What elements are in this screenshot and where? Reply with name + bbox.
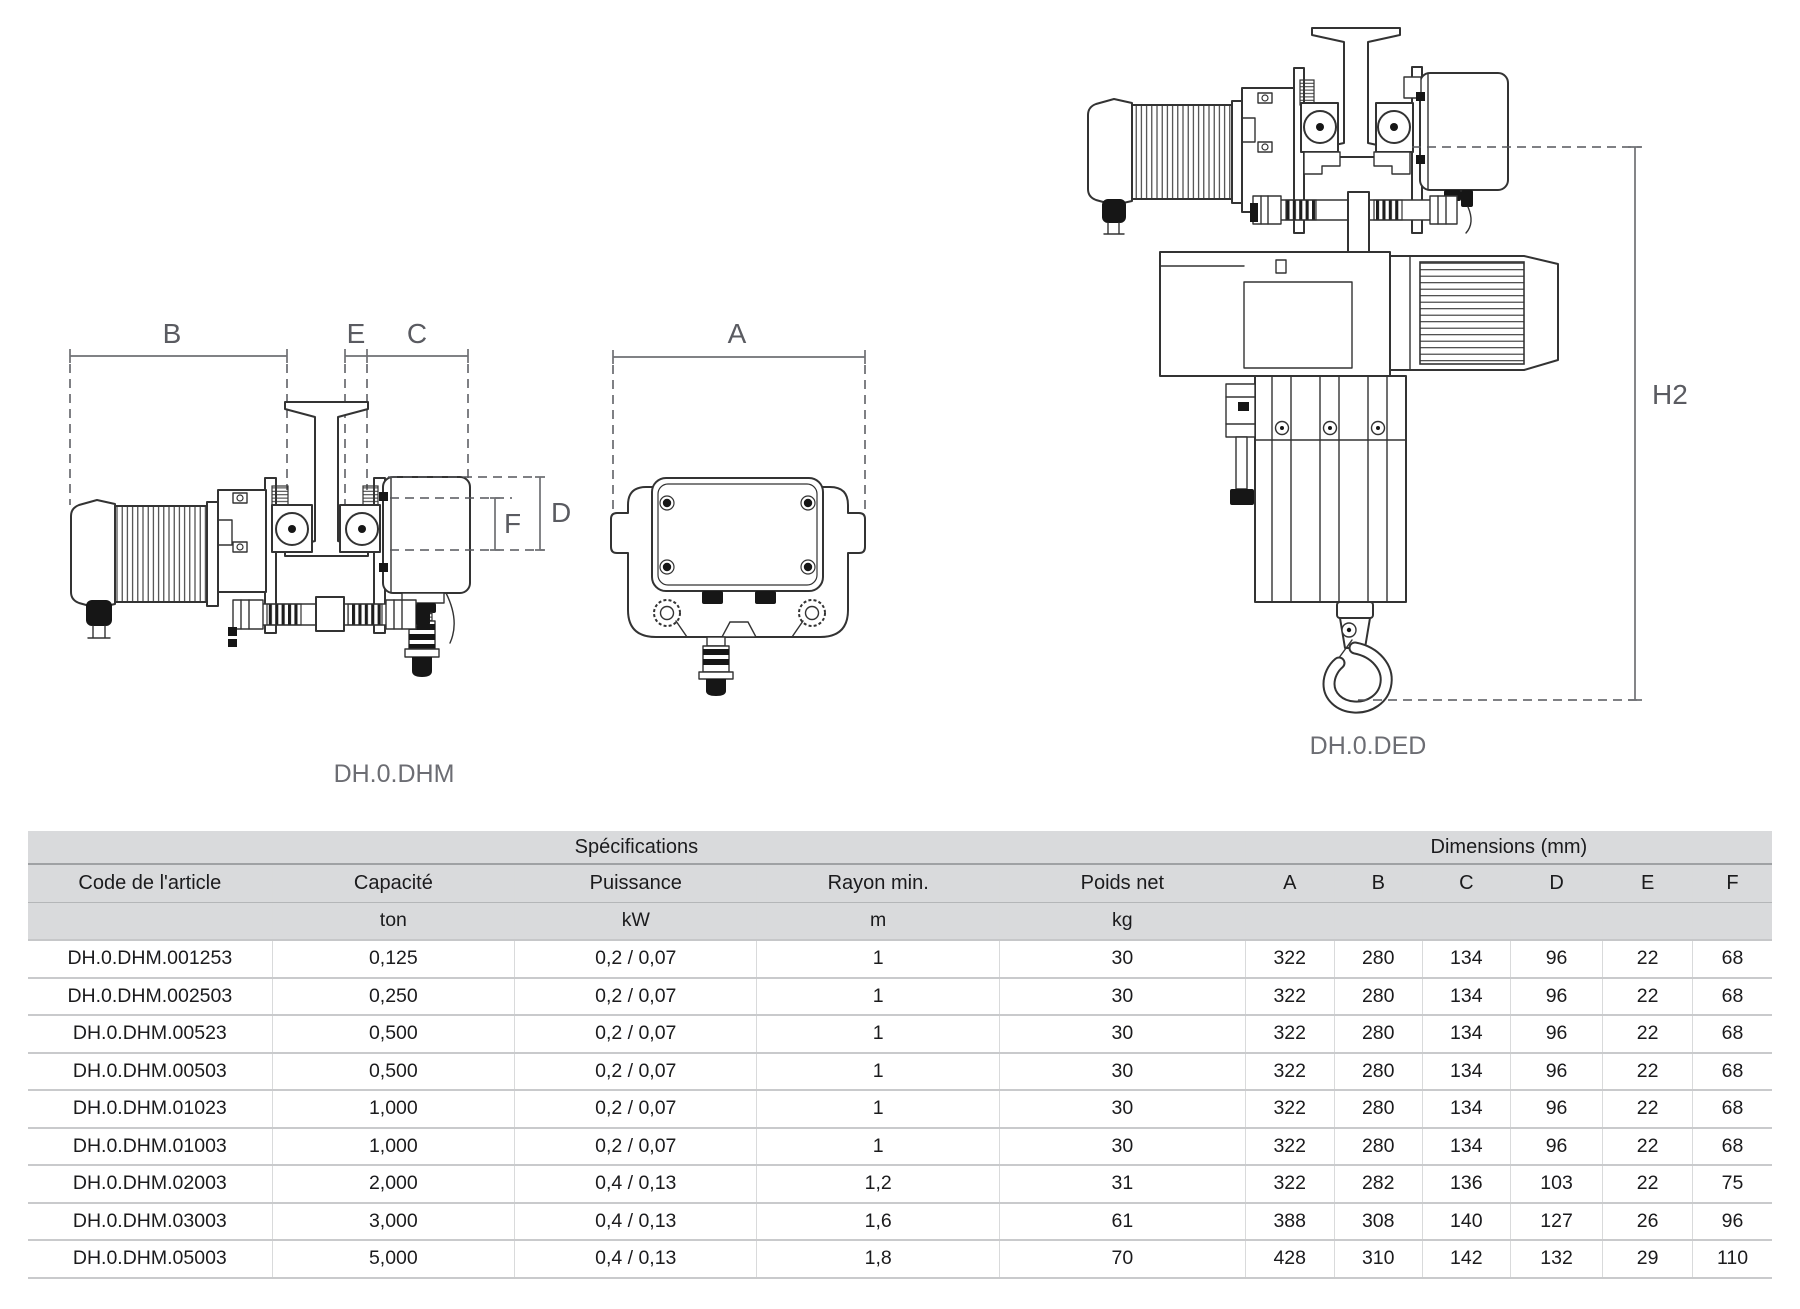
unit-code (28, 902, 272, 940)
cell-code: DH.0.DHM.01003 (28, 1128, 272, 1166)
cell-dim-c: 134 (1422, 1128, 1510, 1166)
col-header-radius: Rayon min. (757, 864, 999, 902)
table-row (28, 1240, 1772, 1278)
group-header-specifications: Spécifications (28, 831, 1245, 864)
cell-capacity: 3,000 (272, 1203, 514, 1241)
ded-hook (1329, 602, 1386, 707)
model-label-dhm: DH.0.DHM (333, 760, 455, 788)
cell-code: DH.0.DHM.00523 (28, 1015, 272, 1053)
ded-gearbox (1242, 88, 1294, 212)
cell-capacity: 0,125 (272, 940, 514, 978)
cell-dim-f: 68 (1693, 1090, 1772, 1128)
cell-power: 0,2 / 0,07 (515, 978, 757, 1016)
group-header-dimensions: Dimensions (mm) (1245, 831, 1772, 864)
cell-power: 0,2 / 0,07 (515, 1053, 757, 1091)
ded-view (1088, 28, 1688, 760)
cell-dim-c: 140 (1422, 1203, 1510, 1241)
unit-power: kW (515, 902, 757, 940)
cell-dim-b: 310 (1334, 1240, 1422, 1278)
units-row (28, 902, 1772, 940)
dhm-side-view (70, 318, 571, 788)
cell-radius: 1 (757, 1090, 999, 1128)
cell-dim-e: 22 (1603, 1090, 1693, 1128)
cell-dim-b: 280 (1334, 1015, 1422, 1053)
table-row (28, 940, 1772, 978)
cell-dim-c: 134 (1422, 940, 1510, 978)
cell-dim-e: 22 (1603, 1128, 1693, 1166)
cell-dim-d: 127 (1510, 1203, 1602, 1241)
cell-weight: 70 (999, 1240, 1245, 1278)
cell-radius: 1 (757, 1128, 999, 1166)
dim-label-f: F (504, 508, 522, 539)
cell-dim-e: 22 (1603, 1053, 1693, 1091)
cell-power: 0,2 / 0,07 (515, 940, 757, 978)
ded-hoist-motor (1390, 256, 1558, 370)
cell-dim-e: 26 (1603, 1203, 1693, 1241)
cell-dim-e: 29 (1603, 1240, 1693, 1278)
cell-dim-b: 282 (1334, 1165, 1422, 1203)
cell-capacity: 1,000 (272, 1090, 514, 1128)
cell-dim-d: 132 (1510, 1240, 1602, 1278)
cell-dim-e: 22 (1603, 940, 1693, 978)
cell-capacity: 0,500 (272, 1053, 514, 1091)
spec-table-wrap (0, 831, 1800, 1279)
cell-dim-d: 96 (1510, 978, 1602, 1016)
cell-dim-a: 322 (1245, 1053, 1334, 1091)
front-cover-plate (652, 478, 823, 591)
cell-code: DH.0.DHM.001253 (28, 940, 272, 978)
col-header-power: Puissance (515, 864, 757, 902)
table-row (28, 1128, 1772, 1166)
cell-capacity: 0,500 (272, 1015, 514, 1053)
col-header-e: E (1603, 864, 1693, 902)
model-label-ded: DH.0.DED (1309, 732, 1427, 760)
table-row (28, 1053, 1772, 1091)
cell-radius: 1,6 (757, 1203, 999, 1241)
dhm-front-view (611, 318, 865, 696)
cell-dim-d: 96 (1510, 940, 1602, 978)
dhm-limit-rod (228, 597, 430, 647)
ded-frame-foot-left (1304, 152, 1340, 174)
cell-dim-f: 68 (1693, 978, 1772, 1016)
cell-dim-d: 96 (1510, 1053, 1602, 1091)
unit-a (1245, 902, 1334, 940)
dhm-gearbox (218, 490, 266, 592)
table-row (28, 1090, 1772, 1128)
cell-power: 0,4 / 0,13 (515, 1240, 757, 1278)
column-header-row (28, 864, 1772, 902)
cell-code: DH.0.DHM.02003 (28, 1165, 272, 1203)
cell-capacity: 2,000 (272, 1165, 514, 1203)
spec-table-body (28, 940, 1772, 1278)
ded-chain-block (1255, 376, 1406, 602)
dim-label-h2: H2 (1652, 379, 1688, 410)
dim-label-b: B (162, 318, 182, 349)
spec-table (28, 831, 1772, 1279)
ded-travel-motor (1088, 99, 1242, 234)
dim-label-d: D (551, 497, 572, 528)
col-header-c: C (1422, 864, 1510, 902)
unit-radius: m (757, 902, 999, 940)
col-header-d: D (1510, 864, 1602, 902)
dim-label-a: A (727, 318, 747, 349)
cell-dim-b: 280 (1334, 978, 1422, 1016)
cell-radius: 1,2 (757, 1165, 999, 1203)
cell-radius: 1 (757, 940, 999, 978)
col-header-capacity: Capacité (272, 864, 514, 902)
cell-capacity: 0,250 (272, 978, 514, 1016)
cell-dim-c: 136 (1422, 1165, 1510, 1203)
col-header-f: F (1693, 864, 1772, 902)
cell-capacity: 1,000 (272, 1128, 514, 1166)
front-pendant-connector (699, 637, 733, 696)
ded-hoist-body (1160, 252, 1390, 376)
cell-dim-a: 388 (1245, 1203, 1334, 1241)
dim-label-e: E (346, 318, 366, 349)
cell-dim-d: 96 (1510, 1090, 1602, 1128)
cell-weight: 61 (999, 1203, 1245, 1241)
unit-weight: kg (999, 902, 1245, 940)
cell-dim-f: 68 (1693, 1128, 1772, 1166)
table-row (28, 1165, 1772, 1203)
cell-radius: 1,8 (757, 1240, 999, 1278)
front-cable-gland-left (702, 591, 723, 604)
cell-dim-a: 428 (1245, 1240, 1334, 1278)
table-row (28, 978, 1772, 1016)
cell-dim-a: 322 (1245, 1015, 1334, 1053)
cell-code: DH.0.DHM.05003 (28, 1240, 272, 1278)
cell-dim-c: 134 (1422, 1090, 1510, 1128)
table-row (28, 1203, 1772, 1241)
cell-power: 0,2 / 0,07 (515, 1128, 757, 1166)
cell-dim-b: 280 (1334, 1053, 1422, 1091)
dim-label-c: C (406, 318, 428, 349)
cell-code: DH.0.DHM.03003 (28, 1203, 272, 1241)
unit-b (1334, 902, 1422, 940)
unit-d (1510, 902, 1602, 940)
cell-weight: 30 (999, 1128, 1245, 1166)
cell-dim-f: 96 (1693, 1203, 1772, 1241)
table-row (28, 1015, 1772, 1053)
cell-dim-a: 322 (1245, 1128, 1334, 1166)
cell-dim-f: 68 (1693, 1053, 1772, 1091)
cell-weight: 30 (999, 1015, 1245, 1053)
cell-dim-b: 280 (1334, 1090, 1422, 1128)
cell-dim-d: 103 (1510, 1165, 1602, 1203)
cell-weight: 30 (999, 1090, 1245, 1128)
dimension-line-a (613, 350, 865, 364)
cell-dim-c: 134 (1422, 1015, 1510, 1053)
col-header-b: B (1334, 864, 1422, 902)
cell-code: DH.0.DHM.01023 (28, 1090, 272, 1128)
col-header-a: A (1245, 864, 1334, 902)
cell-dim-e: 22 (1603, 978, 1693, 1016)
cell-dim-d: 96 (1510, 1015, 1602, 1053)
ded-gear-stack-left (1300, 80, 1314, 105)
cell-code: DH.0.DHM.00503 (28, 1053, 272, 1091)
ded-frame-foot-right (1374, 152, 1410, 174)
cell-dim-f: 68 (1693, 940, 1772, 978)
cell-dim-e: 22 (1603, 1165, 1693, 1203)
cell-code: DH.0.DHM.002503 (28, 978, 272, 1016)
cell-dim-f: 75 (1693, 1165, 1772, 1203)
cell-power: 0,4 / 0,13 (515, 1203, 757, 1241)
cell-dim-a: 322 (1245, 940, 1334, 978)
cell-power: 0,4 / 0,13 (515, 1165, 757, 1203)
cell-weight: 30 (999, 1053, 1245, 1091)
cell-radius: 1 (757, 1015, 999, 1053)
unit-f (1693, 902, 1772, 940)
cell-dim-a: 322 (1245, 1165, 1334, 1203)
unit-c (1422, 902, 1510, 940)
front-cable-gland-right (755, 591, 776, 604)
cell-dim-c: 134 (1422, 978, 1510, 1016)
cell-dim-d: 96 (1510, 1128, 1602, 1166)
ded-side-fittings (1226, 384, 1255, 505)
cell-radius: 1 (757, 978, 999, 1016)
cell-capacity: 5,000 (272, 1240, 514, 1278)
cell-dim-c: 142 (1422, 1240, 1510, 1278)
cell-dim-a: 322 (1245, 978, 1334, 1016)
cell-power: 0,2 / 0,07 (515, 1090, 757, 1128)
cell-weight: 30 (999, 940, 1245, 978)
dhm-travel-motor (71, 500, 218, 638)
cell-dim-b: 308 (1334, 1203, 1422, 1241)
cell-weight: 31 (999, 1165, 1245, 1203)
unit-capacity: ton (272, 902, 514, 940)
cell-dim-b: 280 (1334, 1128, 1422, 1166)
cell-dim-b: 280 (1334, 940, 1422, 978)
col-header-code: Code de l'article (28, 864, 272, 902)
cell-radius: 1 (757, 1053, 999, 1091)
dimension-line-b-e-c (70, 349, 468, 363)
unit-e (1603, 902, 1693, 940)
cell-dim-e: 22 (1603, 1015, 1693, 1053)
cell-power: 0,2 / 0,07 (515, 1015, 757, 1053)
cell-dim-c: 134 (1422, 1053, 1510, 1091)
col-header-weight: Poids net (999, 864, 1245, 902)
cell-dim-f: 110 (1693, 1240, 1772, 1278)
group-header-row (28, 831, 1772, 864)
cell-dim-f: 68 (1693, 1015, 1772, 1053)
cell-weight: 30 (999, 978, 1245, 1016)
cell-dim-a: 322 (1245, 1090, 1334, 1128)
